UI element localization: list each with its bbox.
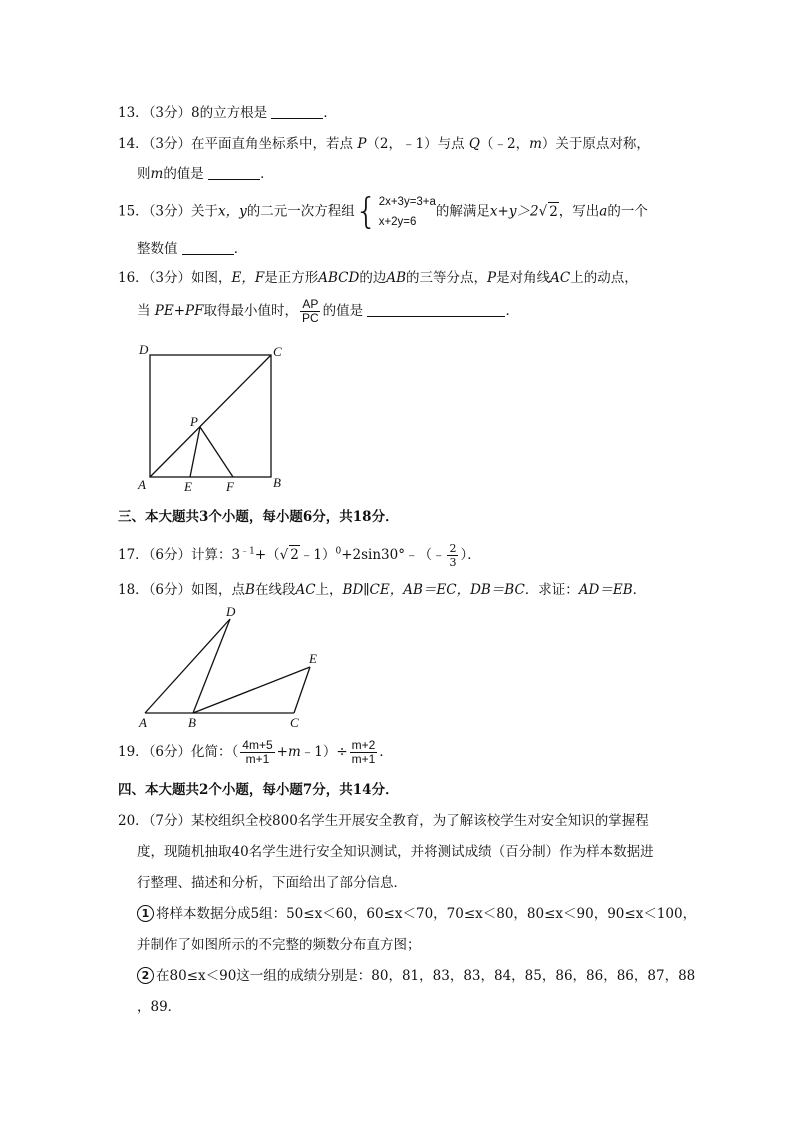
point-label: Q — [468, 136, 480, 152]
question-text: 的值是 — [163, 166, 204, 182]
question-text: 如图， — [191, 270, 232, 286]
question-score: （3分） — [148, 105, 192, 121]
question-text: 的一个 — [607, 203, 648, 220]
equation-1: 2x+3y=3+a — [378, 196, 436, 208]
question-score: （6分） — [148, 744, 192, 760]
question-15 — [118, 192, 648, 232]
question-text: 在线段 — [254, 582, 296, 598]
segment-pf — [200, 427, 233, 477]
question-text: 是对角线 — [496, 270, 551, 286]
question-20-item2b: ，89． — [137, 999, 182, 1015]
fraction-numerator: m+2 — [351, 738, 376, 752]
question-text: 的三等分点， — [406, 270, 488, 286]
question-20-item1b: 并制作了如图所示的不完整的频数分布直方图； — [137, 937, 421, 953]
segment-label: AB — [386, 270, 407, 286]
question-text: 的解满足 — [435, 203, 490, 220]
question-20-item1 — [137, 905, 696, 923]
label-a: A — [138, 477, 146, 492]
equation-system — [355, 192, 436, 232]
question-text: 的二元一次方程组 — [246, 203, 355, 220]
fraction-ap-pc — [300, 298, 321, 325]
item-text: 在80≤x＜90这一组的成绩分别是：80，81，83，83，84，85，86，86，86，87，88 — [156, 968, 696, 984]
proof-goal: AD＝EB — [578, 582, 633, 598]
segment-label: AC — [550, 270, 571, 286]
question-score: （3分） — [148, 270, 192, 286]
question-text: 计算：3 — [191, 547, 241, 563]
question-20-item2 — [137, 967, 695, 985]
question-text: 上， — [315, 582, 343, 598]
question-score: （6分） — [148, 547, 192, 563]
answer-blank[interactable] — [182, 241, 234, 255]
question-score: （7分） — [148, 813, 192, 829]
section-heading-4: 四、本大题共2个小题，每小题7分，共14分． — [118, 782, 399, 798]
fraction-denominator: m+1 — [351, 752, 376, 766]
equation-2: x+2y=6 — [378, 216, 417, 228]
question-text: 取得最小值时， — [203, 303, 298, 319]
variable-label: a — [599, 203, 608, 220]
label-d: D — [139, 342, 149, 357]
point-label: P — [357, 136, 367, 152]
question-number: 19． — [118, 744, 149, 760]
label-c: C — [290, 715, 299, 730]
question-text: ）关于原点对称， — [541, 136, 650, 152]
shape-label: ABCD — [318, 270, 360, 286]
diagonal-ac — [150, 355, 271, 477]
label-b: B — [273, 475, 281, 490]
question-number: 15． — [118, 203, 149, 220]
label-b: B — [188, 715, 196, 730]
question-text: ． — [632, 582, 647, 598]
fraction-1 — [240, 739, 274, 766]
fraction-numerator: 4m+5 — [242, 738, 273, 752]
brace-icon: { — [354, 191, 378, 232]
variable-label: m — [287, 744, 301, 760]
question-18 — [118, 581, 646, 599]
segment-ad — [145, 619, 230, 713]
point-label: E，F — [231, 270, 265, 286]
question-text: 如图，点 — [191, 582, 246, 598]
fraction-numerator: 2 — [449, 542, 457, 555]
label-f: F — [226, 479, 234, 494]
fraction-numerator: AP — [302, 297, 319, 311]
question-15-line2: 整数值 ． — [137, 241, 248, 257]
fraction-two-thirds — [447, 542, 458, 569]
relations: BD∥CE，AB＝EC，DB＝BC — [342, 582, 525, 598]
variable-label: m — [529, 136, 542, 152]
point-label: B — [245, 582, 255, 598]
question-text: +2sin30°﹣（﹣ — [341, 547, 446, 563]
question-20 — [118, 812, 649, 830]
question-text: 的值是 — [322, 303, 364, 319]
question-20-line2: 度，现随机抽取40名学生进行安全知识测试，并将测试成绩（百分制）作为样本数据进 — [137, 844, 654, 860]
question-text: 化简：（ — [191, 744, 239, 760]
square-figure — [130, 340, 300, 500]
segment-ec — [294, 667, 310, 713]
radicand: 2 — [290, 547, 299, 563]
question-number: 14． — [118, 136, 149, 152]
radical-icon: √ — [538, 203, 548, 220]
exponent: 0 — [335, 546, 342, 557]
question-text: （2，﹣1）与点 — [366, 136, 465, 152]
segment-be — [193, 667, 310, 713]
question-text: ﹣1）÷ — [300, 744, 348, 760]
question-number: 20． — [118, 813, 149, 829]
question-text: 的边 — [359, 270, 387, 286]
segment-label: AC — [295, 582, 316, 598]
label-a: A — [139, 715, 147, 730]
question-16 — [118, 269, 638, 287]
question-14 — [118, 135, 650, 153]
circled-number-icon: 1 — [137, 905, 154, 922]
question-14-line2: 则m的值是 ． — [137, 166, 274, 182]
question-text: +（ — [254, 547, 280, 563]
answer-blank[interactable] — [271, 105, 323, 119]
fraction-2 — [350, 739, 378, 766]
question-score: （3分） — [148, 203, 192, 220]
question-17 — [118, 542, 481, 569]
question-number: 18． — [118, 582, 149, 598]
variable-label: m — [150, 166, 164, 182]
question-text: ﹣1） — [299, 547, 336, 563]
question-text: ． — [379, 744, 393, 760]
segment-db — [193, 619, 230, 713]
question-text: 整数值 — [137, 241, 178, 257]
question-text: + — [276, 744, 288, 760]
question-score: （6分） — [148, 582, 192, 598]
question-19 — [118, 739, 393, 766]
variable-label: x，y — [218, 203, 247, 220]
triangles-figure — [130, 600, 330, 735]
radical-icon: √ — [279, 547, 289, 563]
condition-expression: x+y＞2 — [489, 203, 539, 220]
question-13: 13．（3分）8的立方根是 ． — [118, 105, 337, 121]
question-text: 8的立方根是 — [191, 105, 268, 121]
fraction-denominator: 3 — [449, 556, 457, 569]
question-text: 则 — [137, 166, 151, 182]
question-text: （﹣2， — [479, 136, 530, 152]
answer-blank[interactable] — [208, 166, 260, 180]
fraction-denominator: PC — [302, 311, 319, 325]
question-number: 13． — [118, 105, 149, 121]
question-20-line3: 行整理、描述和分析，下面给出了部分信息． — [137, 875, 407, 891]
label-e: E — [309, 651, 317, 666]
expression: PE+PF — [154, 303, 204, 319]
question-number: 17． — [118, 547, 149, 563]
answer-blank[interactable] — [367, 303, 505, 317]
question-text: ，写出 — [558, 203, 600, 220]
point-label: P — [487, 270, 497, 286]
fraction-denominator: m+1 — [245, 752, 270, 766]
label-c: C — [273, 344, 282, 359]
question-text: 关于 — [191, 203, 219, 220]
label-d: D — [226, 604, 236, 619]
question-text: 当 — [137, 303, 151, 319]
question-text: 是正方形 — [264, 270, 319, 286]
label-p: P — [190, 414, 198, 429]
radicand: 2 — [549, 203, 558, 220]
item-text: 将样本数据分成5组：50≤x＜60，60≤x＜70，70≤x＜80，80≤x＜90，90≤x＜100， — [156, 906, 697, 922]
section-heading-3: 三、本大题共3个小题，每小题6分，共18分． — [118, 509, 399, 525]
question-number: 16． — [118, 270, 149, 286]
question-text: 在平面直角坐标系中，若点 — [191, 136, 354, 152]
question-text: 上的动点， — [570, 270, 638, 286]
question-text: 某校组织全校800名学生开展安全教育，为了解该校学生对安全知识的掌握程 — [191, 813, 649, 829]
question-16-line2: 当 PE+PF取得最小值时， $\frac{AP}{PC}$ 的值是 ． — [137, 297, 519, 325]
exponent: ﹣1 — [240, 546, 255, 557]
question-text: ）． — [460, 547, 481, 563]
label-e: E — [184, 479, 192, 494]
question-score: （3分） — [148, 136, 192, 152]
question-text: ．求证： — [524, 582, 579, 598]
circled-number-icon: 2 — [137, 967, 154, 984]
